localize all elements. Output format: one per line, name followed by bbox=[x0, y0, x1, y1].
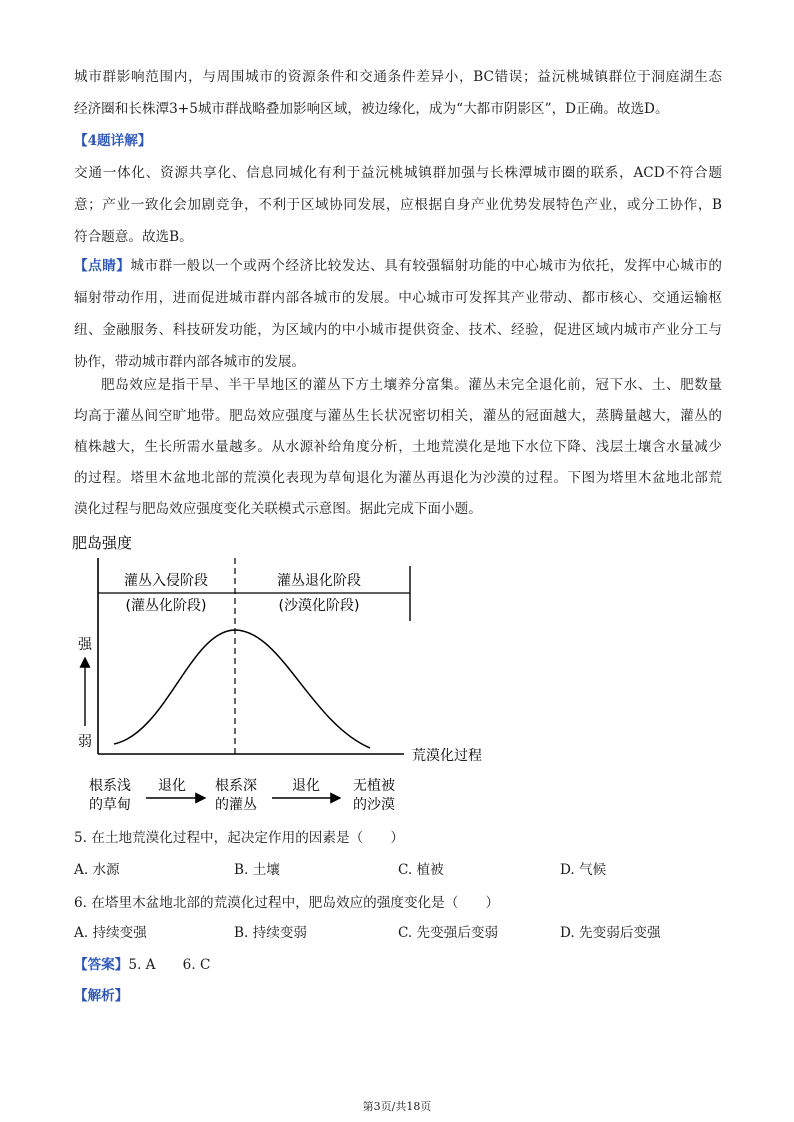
q5-option-a: A. 水源 bbox=[74, 862, 120, 878]
q5-option-b: B. 土壤 bbox=[234, 862, 280, 878]
q6-option-c: C. 先变强后变弱 bbox=[398, 925, 499, 941]
text-line: 的过程。塔里木盆地北部的荒漠化表现为草甸退化为灌丛再退化为沙漠的过程。下图为塔里木盆地北部荒 bbox=[74, 470, 722, 486]
phase-2-sub: (沙漠化阶段) bbox=[278, 598, 360, 614]
stage-2-line1: 根系深 bbox=[215, 778, 257, 794]
x-axis-label: 荒漠化过程 bbox=[412, 748, 482, 764]
analysis-label: 【解析】 bbox=[74, 988, 129, 1004]
text-line: 协作，带动城市群内部各城市的发展。 bbox=[74, 354, 306, 370]
arrow-2-label: 退化 bbox=[292, 778, 320, 794]
text-line: 植株越大，生长所需水量越多。从水源补给角度分析，土地荒漠化是地下水位下降、浅层土壤含水量减少 bbox=[74, 439, 722, 455]
answer-line bbox=[74, 953, 210, 973]
text-line: 辐射带动作用，进而促进城市群内部各城市的发展。中心城市可发挥其产业带动、都市核心、交通运输枢 bbox=[74, 290, 722, 306]
chart-title: 肥岛强度 bbox=[72, 534, 133, 552]
text-line: 纽、金融服务、科技研发功能，为区域内的中小城市提供资金、技术、经验，促进区域内城市产业分工与 bbox=[74, 322, 722, 338]
q6-option-d: D. 先变弱后变强 bbox=[560, 925, 661, 941]
text-line: 意；产业一致化会加剧竞争，不利于区域协同发展，应根据自身产业优势发展特色产业，或分工协作，B bbox=[74, 197, 722, 213]
q5-option-c: C. 植被 bbox=[398, 862, 444, 878]
phase-2-name: 灌丛退化阶段 bbox=[277, 573, 361, 589]
text-line: 城市群影响范围内，与周围城市的资源条件和交通条件差异小，BC错误；益沅桃城镇群位于洞庭湖生态 bbox=[74, 69, 722, 85]
analysis-line bbox=[74, 984, 128, 1004]
tip-label: 【点睛】 bbox=[74, 258, 131, 274]
y-strong-label: 强 bbox=[78, 637, 92, 653]
text-line: 均高于灌丛间空旷地带。肥岛效应强度与灌丛生长状况密切相关，灌丛的冠面越大，蒸腾量越大，灌丛的 bbox=[74, 408, 722, 424]
stage-1-line1: 根系浅 bbox=[89, 778, 131, 794]
stage-3-line1: 无植被 bbox=[353, 778, 395, 794]
y-weak-label: 弱 bbox=[78, 734, 92, 750]
q5-stem: 5. 在土地荒漠化过程中，起决定作用的因素是（ ） bbox=[74, 830, 404, 846]
stage-2-line2: 的灌丛 bbox=[215, 797, 257, 813]
q4-heading: 【4题详解】 bbox=[74, 133, 152, 149]
answer-values: 5. A 6. C bbox=[128, 957, 211, 973]
text-line: 交通一体化、资源共享化、信息同城化有利于益沅桃城镇群加强与长株潭城市圈的联系，ACD不符合题 bbox=[74, 165, 722, 181]
arrow-1-label: 退化 bbox=[158, 778, 186, 794]
fertile-island-diagram bbox=[66, 528, 506, 822]
phase-1-sub: (灌丛化阶段) bbox=[125, 598, 207, 614]
q5-option-d: D. 气候 bbox=[560, 862, 607, 878]
intensity-curve bbox=[114, 630, 370, 748]
text-line: 漠化过程与肥岛效应强度变化关联模式示意图。据此完成下面小题。 bbox=[74, 501, 482, 517]
text-line: 肥岛效应是指干旱、半干旱地区的灌丛下方土壤养分富集。灌丛未完全退化前，冠下水、土、肥数量 bbox=[101, 377, 722, 393]
q4-heading-block bbox=[74, 125, 722, 157]
q6-option-b: B. 持续变弱 bbox=[234, 925, 308, 941]
page-footer: 第3页/共18页 bbox=[362, 1100, 432, 1113]
q6-option-a: A. 持续变强 bbox=[74, 925, 147, 941]
text-line: 符合题意。故选B。 bbox=[74, 229, 193, 245]
phase-1-name: 灌丛入侵阶段 bbox=[124, 573, 208, 589]
tip-paragraph bbox=[74, 250, 722, 378]
q6-stem: 6. 在塔里木盆地北部的荒漠化过程中，肥岛效应的强度变化是（ ） bbox=[74, 895, 500, 911]
intro-paragraph bbox=[74, 61, 722, 125]
stage-1-line2: 的草甸 bbox=[89, 797, 131, 813]
reading-passage bbox=[74, 370, 722, 525]
answer-label: 【答案】 bbox=[74, 957, 129, 973]
text-line: 城市群一般以一个或两个经济比较发达、具有较强辐射功能的中心城市为依托，发挥中心城市的 bbox=[130, 258, 723, 274]
text-line: 经济圈和长株潭3+5城市群战略叠加影响区域，被边缘化，成为“大都市阴影区”，D正确。故选D。 bbox=[74, 101, 669, 117]
stage-3-line2: 的沙漠 bbox=[353, 797, 395, 813]
q4-explanation bbox=[74, 157, 722, 253]
